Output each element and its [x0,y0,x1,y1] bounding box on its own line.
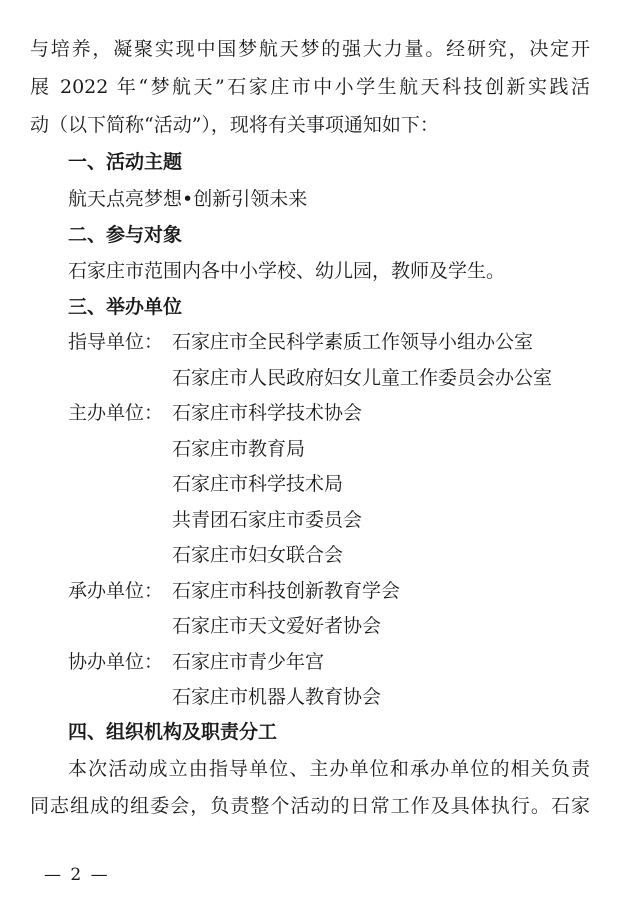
section-4-line-2: 同志组成的组委会，负责整个活动的日常工作及具体执行。石家 [30,795,590,817]
section-3-heading: 三、举办单位 [68,296,183,318]
org-group-label: 主办单位： [68,402,164,424]
org-name: 石家庄市天文爱好者协会 [172,615,382,637]
section-4-line-1: 本次活动成立由指导单位、主办单位和承办单位的相关负责 [68,758,590,780]
org-name: 石家庄市全民科学素质工作领导小组办公室 [172,331,534,353]
org-group-label: 承办单位： [68,580,164,602]
org-name: 石家庄市人民政府妇女儿童工作委员会办公室 [172,367,553,389]
section-2-heading: 二、参与对象 [68,224,183,246]
section-2-content: 石家庄市范围内各中小学校、幼儿园，教师及学生。 [68,260,506,282]
org-name: 石家庄市科学技术局 [172,473,344,495]
intro-line-1: 与培养，凝聚实现中国梦航天梦的强大力量。经研究，决定开 [30,38,590,60]
org-group-label: 协办单位： [68,651,164,673]
intro-line-2: 展 2022 年“梦航天”石家庄市中小学生航天科技创新实践活 [30,76,590,98]
org-name: 共青团石家庄市委员会 [172,509,363,531]
org-name: 石家庄市教育局 [172,438,306,460]
intro-line-3: 动（以下简称“活动”），现将有关事项通知如下： [30,114,439,136]
org-name: 石家庄市科学技术协会 [172,402,363,424]
org-group-label: 指导单位： [68,331,164,353]
org-name: 石家庄市青少年宫 [172,651,325,673]
section-4-heading: 四、组织机构及职责分工 [68,721,278,743]
org-name: 石家庄市妇女联合会 [172,544,344,566]
section-1-heading: 一、活动主题 [68,151,183,173]
org-name: 石家庄市科技创新教育学会 [172,580,401,602]
section-1-content: 航天点亮梦想•创新引领未来 [68,188,308,210]
page-number: — 2 — [44,865,110,885]
org-name: 石家庄市机器人教育协会 [172,686,382,708]
